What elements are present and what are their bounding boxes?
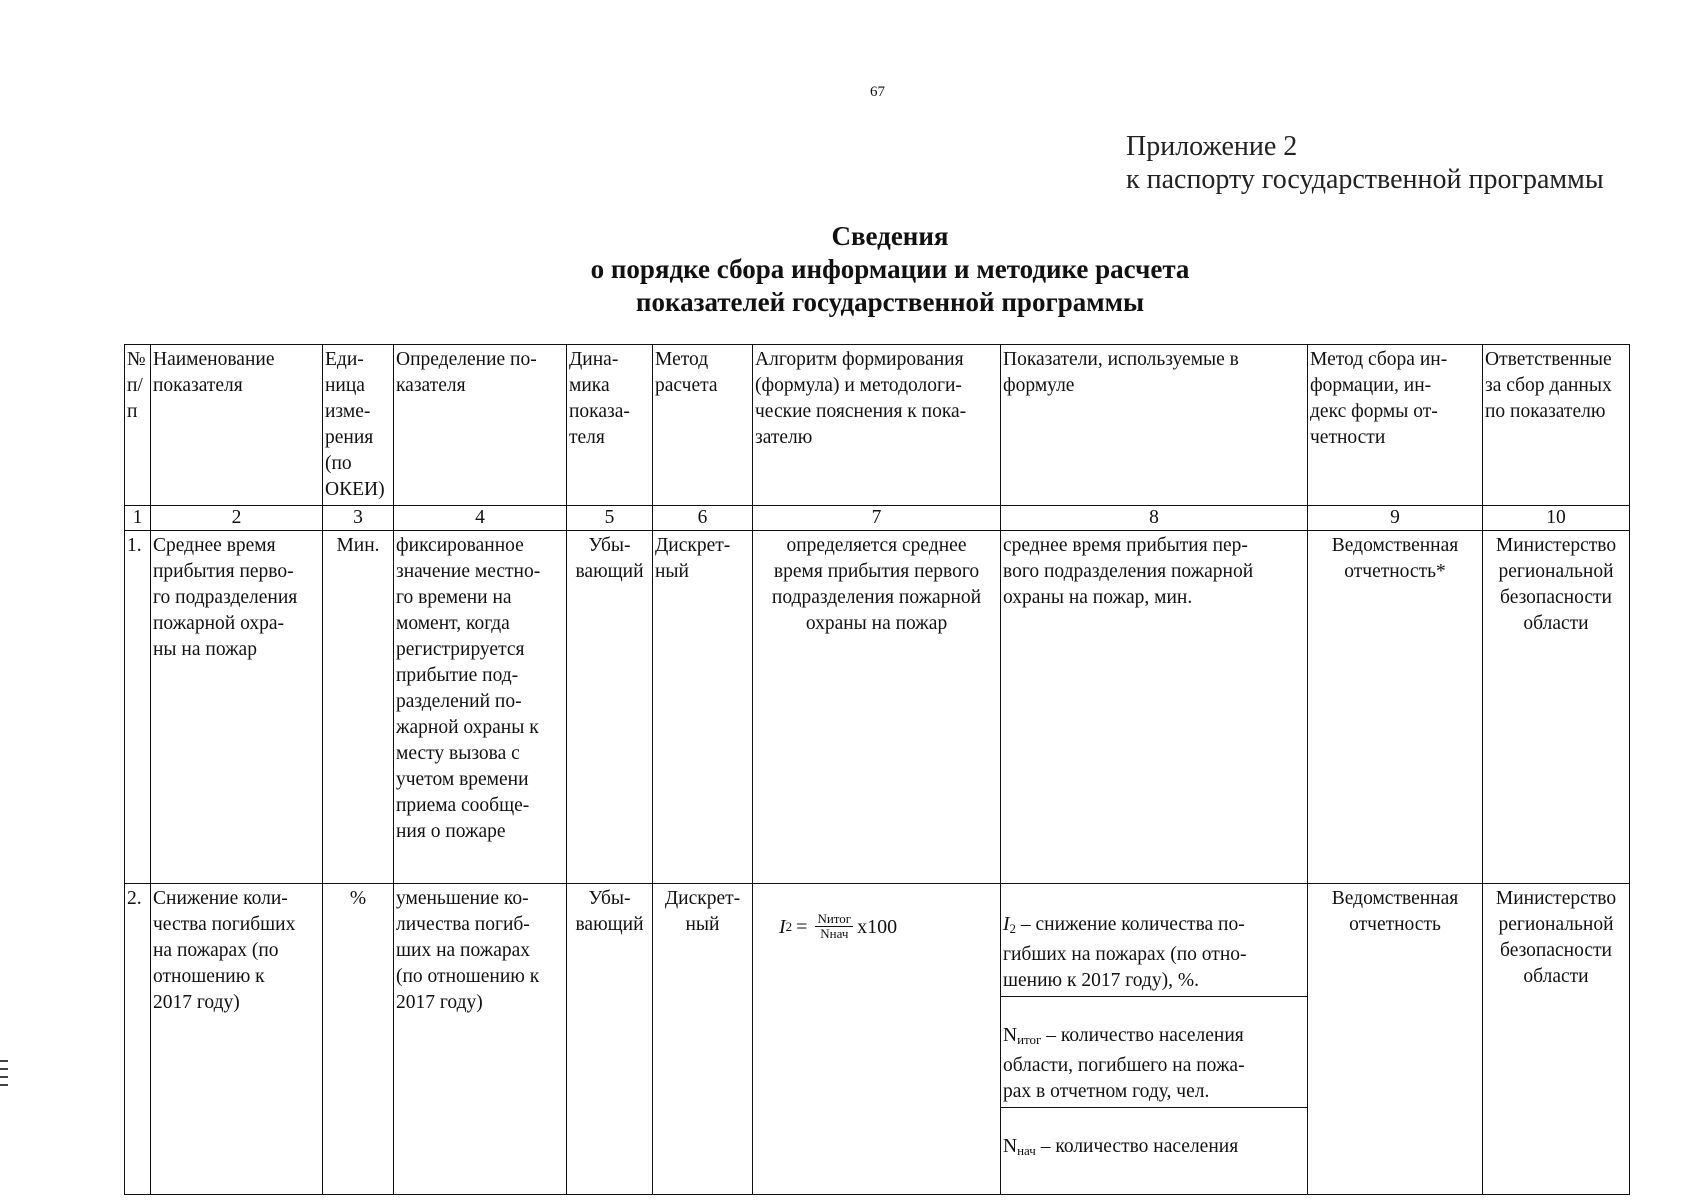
indicator-dynamics: Убы- вающий	[567, 884, 653, 1195]
formula-indicators	[1001, 884, 1308, 1195]
scan-margin-marks	[0, 1060, 8, 1104]
formula-equals: =	[796, 915, 808, 938]
margin-mark	[0, 1084, 8, 1086]
column-number: 1	[125, 506, 151, 531]
margin-mark	[0, 1068, 8, 1070]
responsible-party: Министерство региональной безопасности области	[1483, 884, 1630, 1195]
column-number: 8	[1001, 506, 1308, 531]
header-cell-responsible: Ответственные за сбор данных по показателю	[1483, 345, 1630, 506]
formula-numerator: Nитог	[817, 911, 852, 926]
header-cell-number: № п/ п	[125, 345, 151, 506]
formula-fraction	[815, 912, 853, 941]
table-header-row	[125, 345, 1630, 506]
nitog-subscript: итог	[1017, 1032, 1042, 1047]
row-number: 2.	[125, 884, 151, 1195]
algorithm-description: определяется среднее время прибытия первого подразделения пожарной охраны на пожар	[753, 531, 1001, 884]
header-cell-name: Наименование показателя	[151, 345, 323, 506]
collection-method: Ведомственная отчетность	[1308, 884, 1483, 1195]
header-cell-algorithm: Алгоритм формирования (формула) и методологи- ческие пояснения к пока- зателю	[753, 345, 1001, 506]
indicator-dynamics: Убы- вающий	[567, 531, 653, 884]
header-cell-indicators: Показатели, используемые в формуле	[1001, 345, 1308, 506]
i2-subscript: 2	[1009, 921, 1016, 936]
row-number: 1.	[125, 531, 151, 884]
formula-lhs-subscript: 2	[785, 918, 793, 934]
indicator-name: Снижение коли- чества погибших на пожарах (по отношению к 2017 году)	[151, 884, 323, 1195]
nnach-text: – количество населения	[1035, 1136, 1239, 1157]
column-number: 7	[753, 506, 1001, 531]
i2-text: – снижение количества по- гибших на пожарах (по отно- шению к 2017 году), %.	[1003, 914, 1247, 991]
header-cell-dynamics: Дина- мика показа- теля	[567, 345, 653, 506]
indicator-nnach-definition	[1001, 1134, 1307, 1166]
margin-mark	[0, 1060, 8, 1062]
calculation-method: Дискрет- ный	[653, 884, 753, 1195]
indicator-definition: фиксированное значение местно- го времени на момент, когда регистрируется прибытие под- разделений по- жарной охраны к месту вызова с учетом времени приема сообще- ния о пожаре	[394, 531, 567, 884]
title-line-2: о порядке сбора информации и методике расчета	[590, 254, 1190, 284]
formula	[779, 912, 897, 941]
formula-indicators: среднее время прибытия пер- вого подразделения пожарной охраны на пожар, мин.	[1001, 531, 1308, 884]
column-number: 3	[323, 506, 394, 531]
calculation-method: Дискрет- ный	[653, 531, 753, 884]
formula-denominator: Nнач	[820, 926, 849, 941]
column-number: 5	[567, 506, 653, 531]
indicator-i2-definition	[1001, 912, 1307, 997]
column-number: 4	[394, 506, 567, 531]
table-row	[125, 884, 1630, 1195]
indicator-nitog-definition	[1001, 1023, 1307, 1108]
unit-of-measure: Мин.	[323, 531, 394, 884]
margin-mark	[0, 1076, 8, 1078]
header-cell-collection: Метод сбора ин- формации, ин- декс формы от- четности	[1308, 345, 1483, 506]
nitog-text: – количество населения области, погибшего на пожа- рах в отчетном году, чел.	[1003, 1025, 1245, 1102]
collection-method: Ведомственная отчетность*	[1308, 531, 1483, 884]
table-row	[125, 531, 1630, 884]
column-number: 10	[1483, 506, 1630, 531]
title-line-1: Сведения	[831, 221, 949, 251]
unit-of-measure: %	[323, 884, 394, 1195]
indicator-name: Среднее время прибытия перво- го подразделения пожарной охра- ны на пожар	[151, 531, 323, 884]
page-number: 67	[870, 84, 885, 100]
column-number: 2	[151, 506, 323, 531]
responsible-party: Министерство региональной безопасности области	[1483, 531, 1630, 884]
column-number: 6	[653, 506, 753, 531]
formula-multiplier: x100	[857, 915, 898, 938]
appendix-line-1: Приложение 2	[1126, 131, 1298, 162]
indicators-table	[124, 344, 1630, 1195]
title-line-3: показателей государственной программы	[635, 287, 1145, 317]
header-cell-method: Метод расчета	[653, 345, 753, 506]
document-title	[0, 220, 1697, 319]
formula-lhs: I	[779, 915, 786, 938]
i2-symbol: I	[1003, 914, 1010, 935]
nitog-symbol: N	[1003, 1025, 1018, 1046]
column-number: 9	[1308, 506, 1483, 531]
nnach-subscript: нач	[1017, 1143, 1036, 1158]
column-number-row	[125, 506, 1630, 531]
indicator-definition: уменьшение ко- личества погиб- ших на пожарах (по отношению к 2017 году)	[394, 884, 567, 1195]
algorithm-formula	[753, 884, 1001, 1195]
appendix-line-2: к паспорту государственной программы	[1126, 164, 1604, 195]
nnach-symbol: N	[1003, 1136, 1018, 1157]
appendix-caption	[1126, 130, 1604, 196]
header-cell-definition: Определение по- казателя	[394, 345, 567, 506]
header-cell-unit: Еди- ница изме- рения (по ОКЕИ)	[323, 345, 394, 506]
